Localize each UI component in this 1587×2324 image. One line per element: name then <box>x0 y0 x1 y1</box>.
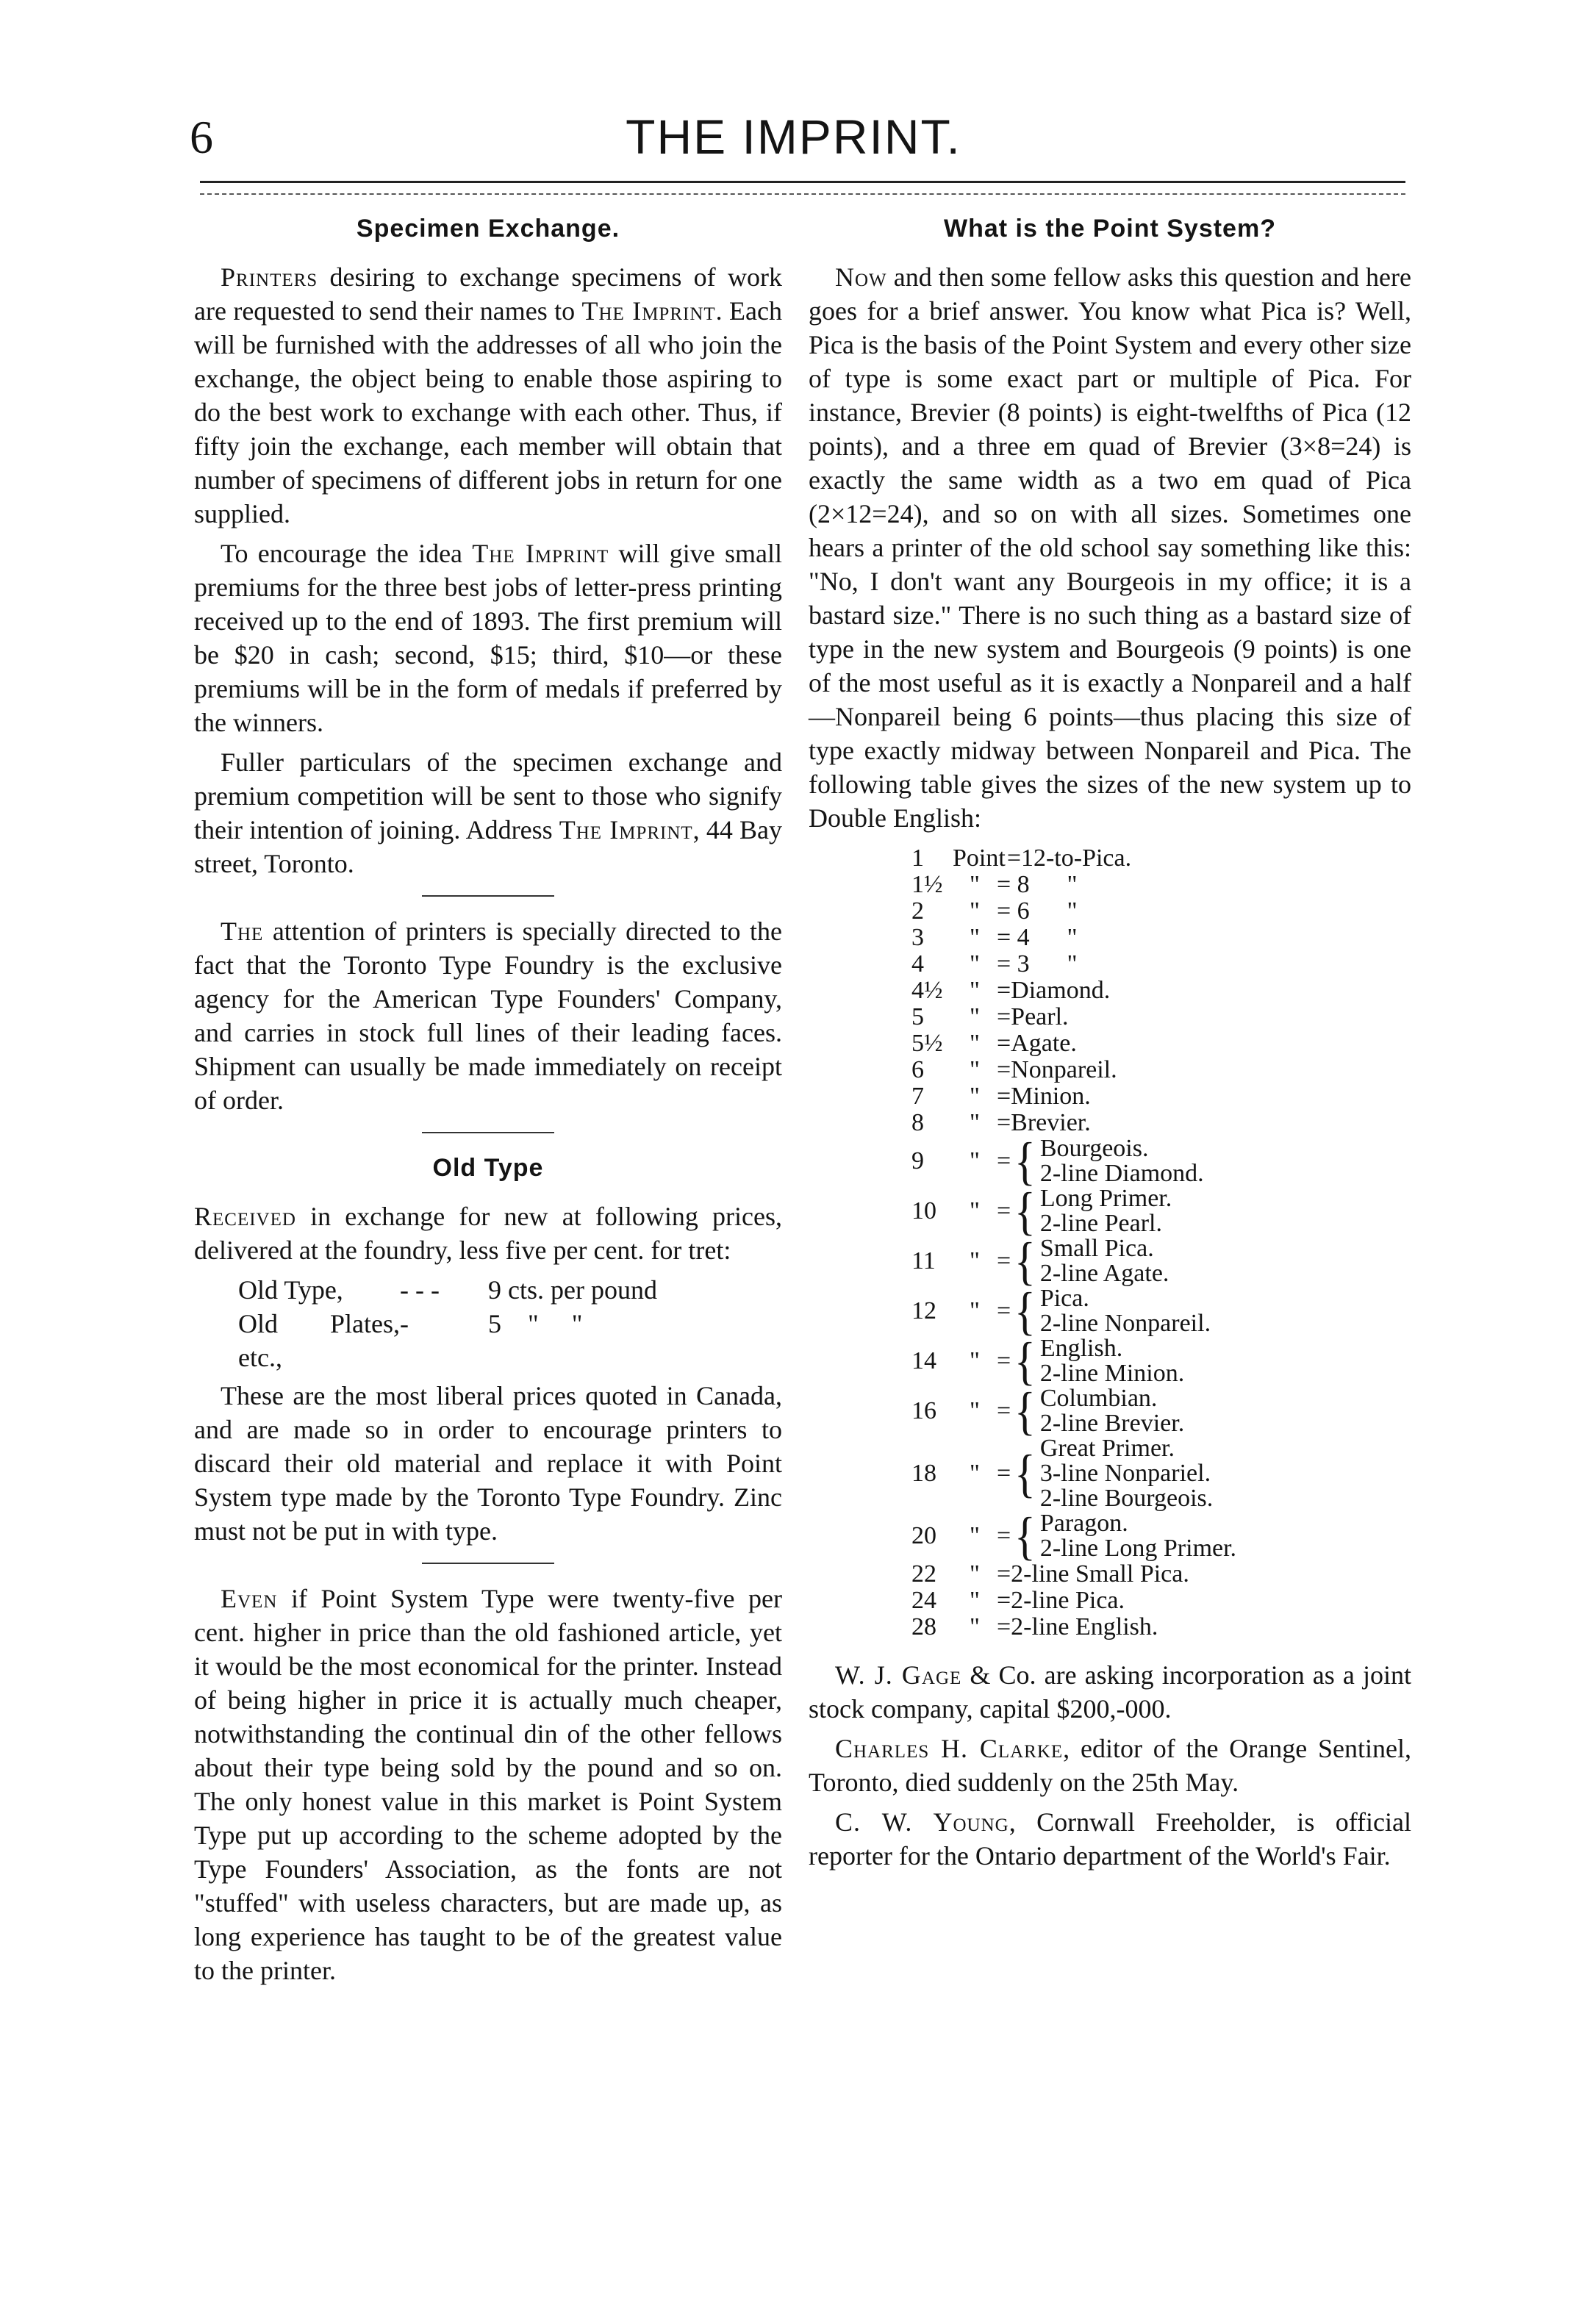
point-size: 10 <box>911 1197 936 1224</box>
type-name: Small Pica. <box>1039 1235 1154 1262</box>
table-row <box>911 925 1411 951</box>
text: in exchange for new at following prices, delivered at the foundry, less five per cent. for tret: <box>194 1202 782 1265</box>
ditto-mark: " <box>970 1109 980 1136</box>
table-row <box>911 1282 1411 1341</box>
table-row <box>911 1332 1411 1391</box>
old-type-article <box>194 1151 782 1548</box>
text: To encourage the idea <box>221 539 473 568</box>
type-name: Bourgeois. <box>1039 1135 1149 1162</box>
table-row <box>911 1614 1411 1640</box>
table-row <box>911 1507 1411 1566</box>
name-list <box>1040 1336 1184 1386</box>
table-row <box>911 1561 1411 1588</box>
point-size: 12 <box>911 1297 936 1324</box>
page-number: 6 <box>190 111 213 163</box>
type-name: 2-line Brevier. <box>1039 1410 1185 1437</box>
separator <box>422 1132 554 1133</box>
type-name: =2-line English. <box>997 1613 1158 1640</box>
lead-word: W. J. Gage <box>835 1660 962 1690</box>
point-size: 5½ <box>911 1030 943 1057</box>
point-size: 20 <box>911 1522 936 1549</box>
foundry-notice <box>194 914 782 1117</box>
table-row <box>911 845 1411 872</box>
table-row <box>911 1030 1411 1057</box>
ditto-mark: " <box>970 1030 980 1057</box>
price-leader: - - - <box>400 1275 440 1305</box>
type-name: =Brevier. <box>997 1109 1091 1136</box>
ditto-mark: " <box>970 950 980 978</box>
table-row <box>911 1083 1411 1110</box>
equals-sign: = <box>997 1347 1011 1374</box>
brace-icon: { <box>1014 1232 1036 1291</box>
note-paragraph <box>809 1805 1411 1873</box>
brace-icon: { <box>1014 1132 1036 1191</box>
text: and then some fellow asks this question and here goes for a brief answer. You know what Pica is? Well, Pica is the basis of the Point System and every other size of type is some exact part or multiple of Pica. For instance, Brevier (8 points) is eight-twelfths of Pica (12 points), and a three em quad of Brevier (3×8=24) is exactly the same width as a two em quad of Pica (2×12=24), and so on with all sizes. Sometimes one hears a printer of the old school say something like this: "No, I don't want any Bourgeois in my office; it is a bastard size." There is no such thing as a bastard size of type in the new system and Bourgeois (9 points) is one of the most useful as it is exactly a Nonpareil and a half—Nonpareil being 6 points—thus placing this size of type exactly midway between Nonpareil and Pica. The following table gives the sizes of the new system up to Double English: <box>809 262 1411 833</box>
ditto-mark: " <box>970 1197 980 1224</box>
ditto-mark: " <box>970 1297 980 1324</box>
lead-word: Now <box>835 262 887 292</box>
publication-ref: The Imprint <box>472 539 609 568</box>
brace-icon: { <box>1014 1282 1036 1341</box>
ditto-mark: " <box>970 977 980 1004</box>
braced-names <box>1014 1132 1204 1191</box>
ditto-mark: " <box>970 1522 980 1549</box>
ditto-mark: " <box>970 1613 980 1640</box>
point-size: 7 <box>911 1083 924 1110</box>
point-size: 18 <box>911 1460 936 1487</box>
table-row <box>911 1057 1411 1083</box>
price-item: Old Plates, etc., <box>238 1309 400 1372</box>
equals-sign: = <box>997 1522 1011 1549</box>
type-name: = 8 " <box>997 871 1078 898</box>
right-column <box>809 212 1411 1879</box>
type-name: 2-line Long Primer. <box>1039 1535 1237 1562</box>
point-size: 8 <box>911 1109 924 1136</box>
braced-names <box>1014 1182 1172 1241</box>
point-size: 1½ <box>911 871 943 898</box>
name-list <box>1040 1511 1236 1561</box>
point-size: 24 <box>911 1587 936 1614</box>
text: Fuller particulars of the specimen exchange and premium competition will be sent to those who signify their intention of joining. Address <box>194 747 782 844</box>
even-if-paragraph <box>194 1582 782 1987</box>
ditto-mark: " <box>970 1003 980 1030</box>
point-size: 2 <box>911 897 924 925</box>
braced-names <box>1014 1232 1169 1291</box>
type-name: Columbian. <box>1039 1385 1158 1412</box>
table-row <box>911 1004 1411 1030</box>
ditto-mark: Point <box>953 844 1006 872</box>
equals-sign: = <box>997 1297 1011 1324</box>
price-value: 5 " " <box>488 1309 583 1338</box>
price-item: Old Type, <box>238 1275 343 1305</box>
table-row <box>911 1110 1411 1136</box>
point-size: 5 <box>911 1003 924 1030</box>
price-leader: - <box>400 1309 409 1338</box>
ditto-mark: " <box>970 1560 980 1588</box>
table-row <box>911 1588 1411 1614</box>
lead-word: Even <box>221 1584 278 1613</box>
old-type-intro <box>194 1199 782 1267</box>
page-title: THE IMPRINT. <box>626 110 961 164</box>
point-size: 11 <box>911 1247 936 1274</box>
ditto-mark: " <box>970 1083 980 1110</box>
text: if Point System Type were twenty-five per cent. higher in price than the old fashioned article, yet it would be the most economical for the printer. Instead of being higher in price it is actually much cheaper, notwithstanding the continual din of the other fellows about their type being sold by the pound and so on. The only honest value in this market is Point System Type put up according to the scheme adopted by the Type Founders' Association, as the fonts are not "stuffed" with useless characters, but are made up, as long experience has taught to be of the greatest value to the printer. <box>194 1584 782 1985</box>
brace-icon: { <box>1014 1382 1036 1441</box>
point-size: 4 <box>911 950 924 978</box>
specimen-paragraph-2 <box>194 537 782 739</box>
type-name: 2-line Pearl. <box>1039 1210 1162 1237</box>
specimen-paragraph-3 <box>194 745 782 881</box>
type-name: =Diamond. <box>997 977 1111 1004</box>
note-paragraph <box>809 1732 1411 1799</box>
point-size: 9 <box>911 1147 924 1174</box>
lead-word: The <box>221 917 264 946</box>
type-name: Pica. <box>1039 1285 1089 1312</box>
text: desiring to exchange specimens of work are requested to send their names to <box>194 262 782 326</box>
type-name: Great Primer. <box>1039 1435 1175 1462</box>
equals-sign: = <box>997 1197 1011 1224</box>
text: , 44 Bay street, Toronto. <box>194 815 782 878</box>
equals-sign: = <box>997 1247 1011 1274</box>
brace-icon: { <box>1014 1507 1036 1566</box>
old-type-paragraph: These are the most liberal prices quoted in Canada, and are made so in order to encourage printers to discard their old material and replace it with Point System type made by the Toronto Type Foundry. Zinc must not be put in with type. <box>194 1381 782 1546</box>
type-name: =Pearl. <box>997 1003 1069 1030</box>
type-name: 2-line Diamond. <box>1039 1160 1204 1187</box>
point-size: 1 <box>911 844 924 872</box>
old-type-heading: Old Type <box>432 1154 544 1182</box>
type-name: =Agate. <box>997 1030 1077 1057</box>
text: attention of printers is specially directed to the fact that the Toronto Type Foundry is the exclusive agency for the American Type Founders' Company, and carries in stock full lines of their leading faces. Shipment can usually be made immediately on receipt of order. <box>194 917 782 1115</box>
ditto-mark: " <box>970 871 980 898</box>
type-name: 2-line Nonpareil. <box>1039 1310 1211 1337</box>
point-system-paragraph <box>809 260 1411 835</box>
point-size: 14 <box>911 1347 936 1374</box>
type-name: = 3 " <box>997 950 1078 978</box>
ditto-mark: " <box>970 1247 980 1274</box>
braced-names <box>1014 1282 1211 1341</box>
name-list <box>1040 1236 1169 1286</box>
point-size-table <box>911 845 1411 1640</box>
equals-sign: = <box>997 1460 1011 1487</box>
equals-sign: = <box>997 1397 1011 1424</box>
name-list <box>1040 1386 1184 1436</box>
separator <box>422 895 554 897</box>
lead-word: Printers <box>221 262 318 292</box>
type-name: =2-line Pica. <box>997 1587 1125 1614</box>
table-row <box>911 1182 1411 1241</box>
point-size: 6 <box>911 1056 924 1083</box>
type-name: 2-line Minion. <box>1039 1360 1185 1387</box>
point-size: 16 <box>911 1397 936 1424</box>
even-if-article <box>194 1582 782 1987</box>
table-row <box>911 951 1411 978</box>
ditto-mark: " <box>970 1587 980 1614</box>
type-name: =12-to-Pica. <box>1006 844 1132 872</box>
text: , Cornwall Freeholder, is official reporter for the Ontario department of the World's Fair. <box>809 1807 1411 1871</box>
point-size: 4½ <box>911 977 943 1004</box>
point-size: 3 <box>911 924 924 951</box>
text: will give small premiums for the three best jobs of letter-press printing received up to the end of 1893. The first premium will be $20 in cash; second, $15; third, $10—or these premiums will be in the form of medals if preferred by the winners. <box>194 539 782 737</box>
table-row <box>911 1382 1411 1441</box>
specimen-exchange-heading: Specimen Exchange. <box>356 215 620 243</box>
price-list <box>238 1273 782 1374</box>
braced-names <box>1014 1507 1237 1566</box>
separator <box>422 1563 554 1564</box>
specimen-exchange-article <box>194 212 782 881</box>
type-name: 3-line Nonpariel. <box>1039 1460 1211 1487</box>
table-row <box>911 978 1411 1004</box>
table-row <box>911 872 1411 898</box>
type-name: English. <box>1039 1335 1123 1362</box>
point-size: 28 <box>911 1613 936 1640</box>
braced-names <box>1014 1436 1213 1511</box>
table-row <box>911 1232 1411 1291</box>
table-row <box>911 898 1411 925</box>
type-name: Long Primer. <box>1039 1185 1172 1212</box>
ditto-mark: " <box>970 897 980 925</box>
lead-word: C. W. Young <box>835 1807 1009 1837</box>
specimen-paragraph-1 <box>194 260 782 531</box>
braced-names <box>1014 1332 1185 1391</box>
price-row <box>238 1307 782 1374</box>
left-column <box>194 212 782 1993</box>
table-row <box>911 1436 1411 1511</box>
type-name: 2-line Bourgeois. <box>1039 1485 1214 1512</box>
type-name: =Nonpareil. <box>997 1056 1117 1083</box>
lead-word: Received <box>194 1202 296 1231</box>
header-rule <box>200 181 1405 195</box>
brace-icon: { <box>1014 1444 1036 1503</box>
ditto-mark: " <box>970 1460 980 1487</box>
name-list <box>1040 1186 1172 1236</box>
note-paragraph <box>809 1658 1411 1726</box>
brace-icon: { <box>1014 1332 1036 1391</box>
ditto-mark: " <box>970 1056 980 1083</box>
point-system-heading: What is the Point System? <box>944 215 1276 243</box>
type-name: = 6 " <box>997 897 1078 925</box>
type-name: = 4 " <box>997 924 1078 951</box>
type-name: =2-line Small Pica. <box>997 1560 1189 1588</box>
ditto-mark: " <box>970 1397 980 1424</box>
price-value: 9 cts. per pound <box>488 1275 657 1305</box>
equals-sign: = <box>997 1147 1011 1174</box>
name-list <box>1040 1286 1211 1336</box>
text: & Co. are asking incorporation as a joint stock company, capital $200,-000. <box>809 1660 1411 1724</box>
lead-word: Charles H. Clarke <box>835 1734 1064 1763</box>
foundry-paragraph <box>194 914 782 1117</box>
ditto-mark: " <box>970 1147 980 1174</box>
publication-ref: The Imprint <box>581 296 716 326</box>
type-name: Paragon. <box>1039 1510 1128 1537</box>
ditto-mark: " <box>970 1347 980 1374</box>
publication-ref: The Imprint <box>559 815 693 844</box>
brace-icon: { <box>1014 1182 1036 1241</box>
notes <box>809 1658 1411 1873</box>
point-size: 22 <box>911 1560 936 1588</box>
point-system-article <box>809 212 1411 835</box>
type-name: =Minion. <box>997 1083 1091 1110</box>
text: . Each will be furnished with the addresses of all who join the exchange, the object being to enable those aspiring to do the best work to exchange with each other. Thus, if fifty join the exchange, each member will obtain that number of specimens of different jobs in return for one supplied. <box>194 296 783 528</box>
braced-names <box>1014 1382 1185 1441</box>
ditto-mark: " <box>970 924 980 951</box>
type-name: 2-line Agate. <box>1039 1260 1169 1287</box>
name-list <box>1040 1436 1213 1511</box>
name-list <box>1040 1136 1204 1186</box>
table-row <box>911 1132 1411 1191</box>
price-row <box>238 1273 782 1307</box>
text: , editor of the Orange Sentinel, Toronto, died suddenly on the 25th May. <box>809 1734 1412 1797</box>
